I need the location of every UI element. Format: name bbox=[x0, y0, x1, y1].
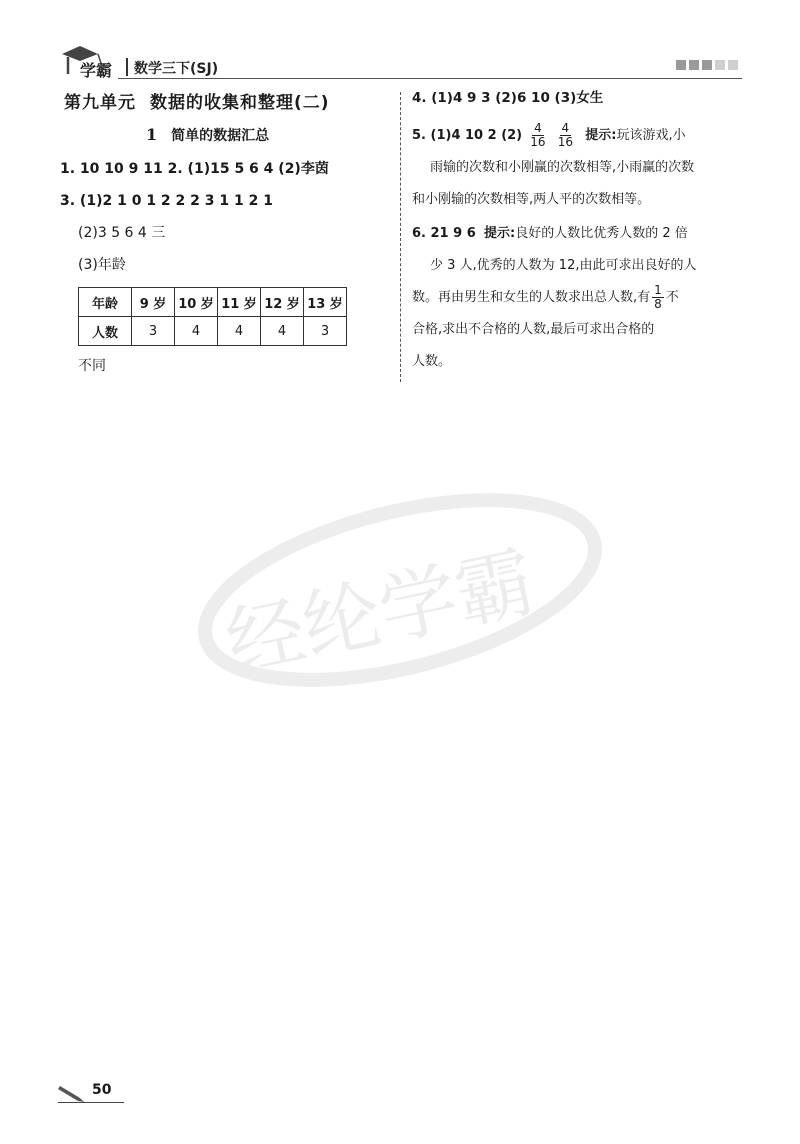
watermark-text: 经纶学霸 bbox=[218, 537, 543, 691]
hint-text: 良好的人数比优秀人数的 2 倍 bbox=[515, 226, 688, 241]
unit-title bbox=[64, 88, 380, 113]
hint-text: 玩该游戏,小 bbox=[616, 128, 686, 143]
column-divider bbox=[400, 92, 401, 382]
table-row bbox=[79, 317, 347, 346]
hint-text: 雨输的次数和小刚赢的次数相等,小雨赢的次数 bbox=[430, 160, 695, 175]
footer-rule bbox=[58, 1102, 124, 1103]
table-cell: 3 bbox=[304, 317, 347, 346]
book-title: 数学三下(SJ) bbox=[134, 61, 219, 77]
answer-q6 bbox=[412, 218, 742, 378]
answer-q5 bbox=[412, 120, 742, 216]
table-row-label: 人数 bbox=[79, 317, 132, 346]
hint-text: 数。再由男生和女生的人数求出总人数,有 bbox=[412, 290, 651, 305]
logo-text: 学霸 bbox=[80, 61, 113, 80]
unit-name: 数据的收集和整理(二) bbox=[150, 93, 330, 113]
page-header bbox=[58, 44, 742, 78]
hint-text: 不 bbox=[665, 290, 679, 305]
fraction: $\frac{1}{8}$ bbox=[654, 283, 662, 311]
age-table bbox=[78, 287, 347, 346]
header-decoration bbox=[676, 60, 738, 70]
table-cell: 4 bbox=[175, 317, 218, 346]
lesson-heading bbox=[146, 125, 380, 145]
header-rule bbox=[118, 78, 742, 79]
answer-q3-part1: 3. (1)2 1 0 1 2 2 2 3 1 1 2 1 bbox=[60, 193, 273, 209]
lesson-title: 简单的数据汇总 bbox=[171, 128, 270, 144]
hint-text: 合格,求出不合格的人数,最后可求出合格的 bbox=[412, 322, 655, 337]
answer-q3-conclusion: 不同 bbox=[78, 358, 106, 374]
answer-q3-part2: (2)3 5 6 4 三 bbox=[78, 225, 166, 241]
lesson-number: 1 bbox=[146, 125, 158, 144]
table-row bbox=[79, 288, 347, 317]
header-separator bbox=[126, 58, 128, 76]
answer-q6-prefix: 6. 21 9 6 bbox=[412, 226, 476, 241]
table-header-cell: 12 岁 bbox=[261, 288, 304, 317]
table-header-cell: 9 岁 bbox=[132, 288, 175, 317]
watermark-logo bbox=[190, 470, 610, 710]
table-header-cell: 10 岁 bbox=[175, 288, 218, 317]
hint-label: 提示: bbox=[484, 226, 516, 241]
page-footer bbox=[58, 1080, 138, 1104]
table-cell: 4 bbox=[218, 317, 261, 346]
answer-q3-part3: (3)年龄 bbox=[78, 257, 126, 273]
hint-text: 和小刚输的次数相等,两人平的次数相等。 bbox=[412, 192, 651, 207]
answer-q4: 4. (1)4 9 3 (2)6 10 (3)女生 bbox=[412, 90, 604, 106]
right-column bbox=[412, 88, 742, 378]
table-cell: 4 bbox=[261, 317, 304, 346]
table-header-cell: 年龄 bbox=[79, 288, 132, 317]
table-header-cell: 11 岁 bbox=[218, 288, 261, 317]
hint-label: 提示: bbox=[585, 128, 617, 143]
fraction: $\frac{4}{16}$ bbox=[530, 121, 546, 149]
fraction: $\frac{4}{16}$ bbox=[557, 121, 573, 149]
page-number: 50 bbox=[92, 1082, 112, 1098]
answer-q5-prefix: 5. (1)4 10 2 (2) bbox=[412, 128, 523, 143]
table-cell: 3 bbox=[132, 317, 175, 346]
left-column bbox=[60, 88, 380, 388]
unit-number: 第九单元 bbox=[64, 93, 136, 113]
pencil-icon bbox=[58, 1080, 88, 1104]
answer-q1-q2: 1. 10 10 9 11 2. (1)15 5 6 4 (2)李茵 bbox=[60, 161, 329, 177]
hint-text: 人数。 bbox=[412, 354, 452, 369]
table-header-cell: 13 岁 bbox=[304, 288, 347, 317]
hint-text: 少 3 人,优秀的人数为 12,由此可求出良好的人 bbox=[430, 258, 697, 273]
